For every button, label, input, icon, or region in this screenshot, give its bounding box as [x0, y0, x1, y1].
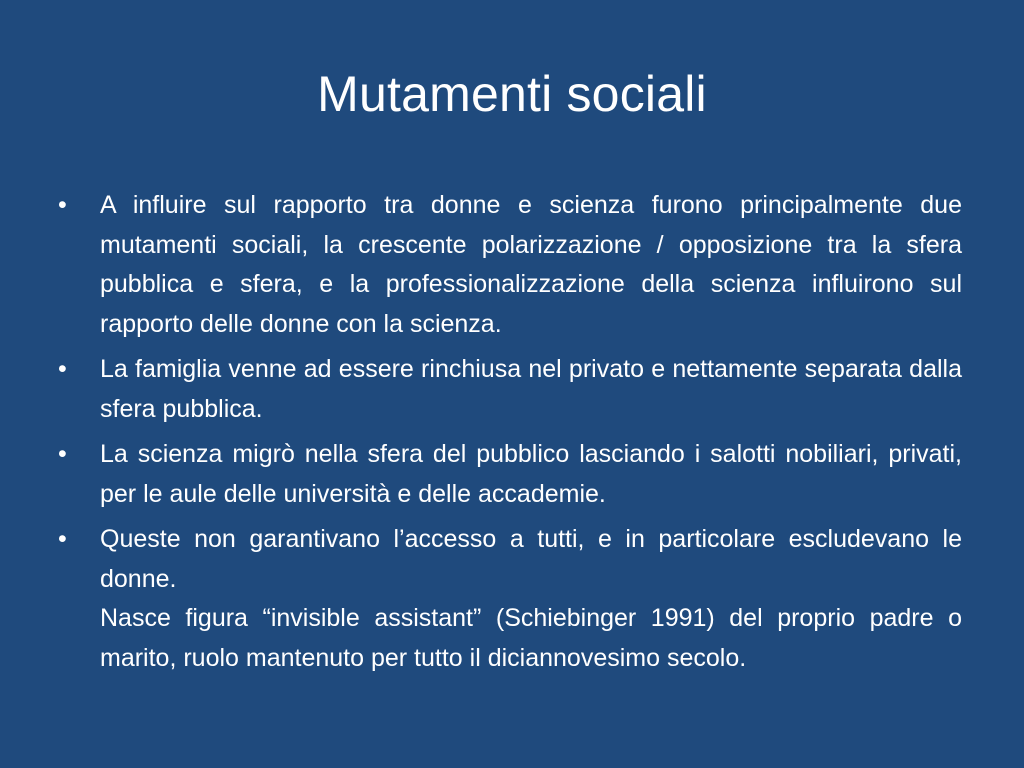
bullet-icon: • — [58, 525, 67, 553]
bullet-text: La scienza migrò nella sfera del pubblico lasciando i salotti nobiliari, privati, per le aule delle università e delle accademie. — [100, 440, 962, 508]
bullet-text-line: Nasce figura “invisible assistant” (Schiebinger 1991) del proprio padre o marito, ruolo mantenuto per tutto il diciannovesimo secolo. — [100, 604, 962, 672]
bullet-text-line: Queste non garantivano l’accesso a tutti, e in particolare escludevano le donne. — [100, 525, 962, 593]
slide-title: Mutamenti sociali — [317, 66, 707, 122]
bullet-list — [58, 186, 962, 684]
bullet-item-3 — [58, 435, 962, 514]
bullet-text — [100, 520, 962, 678]
bullet-item-4 — [58, 520, 962, 678]
bullet-text: La famiglia venne ad essere rinchiusa nel privato e nettamente separata dalla sfera pubblica. — [100, 355, 962, 423]
bullet-item-1 — [58, 186, 962, 344]
bullet-icon: • — [58, 440, 67, 468]
bullet-text: A influire sul rapporto tra donne e scienza furono principalmente due mutamenti sociali, la crescente polarizzazione / opposizione tra la sfera pubblica e sfera, e la professionalizzazione della scienza influirono sul rapporto delle donne con la scienza. — [100, 191, 962, 338]
bullet-icon: • — [58, 191, 67, 219]
bullet-icon: • — [58, 355, 67, 383]
bullet-item-2 — [58, 350, 962, 429]
